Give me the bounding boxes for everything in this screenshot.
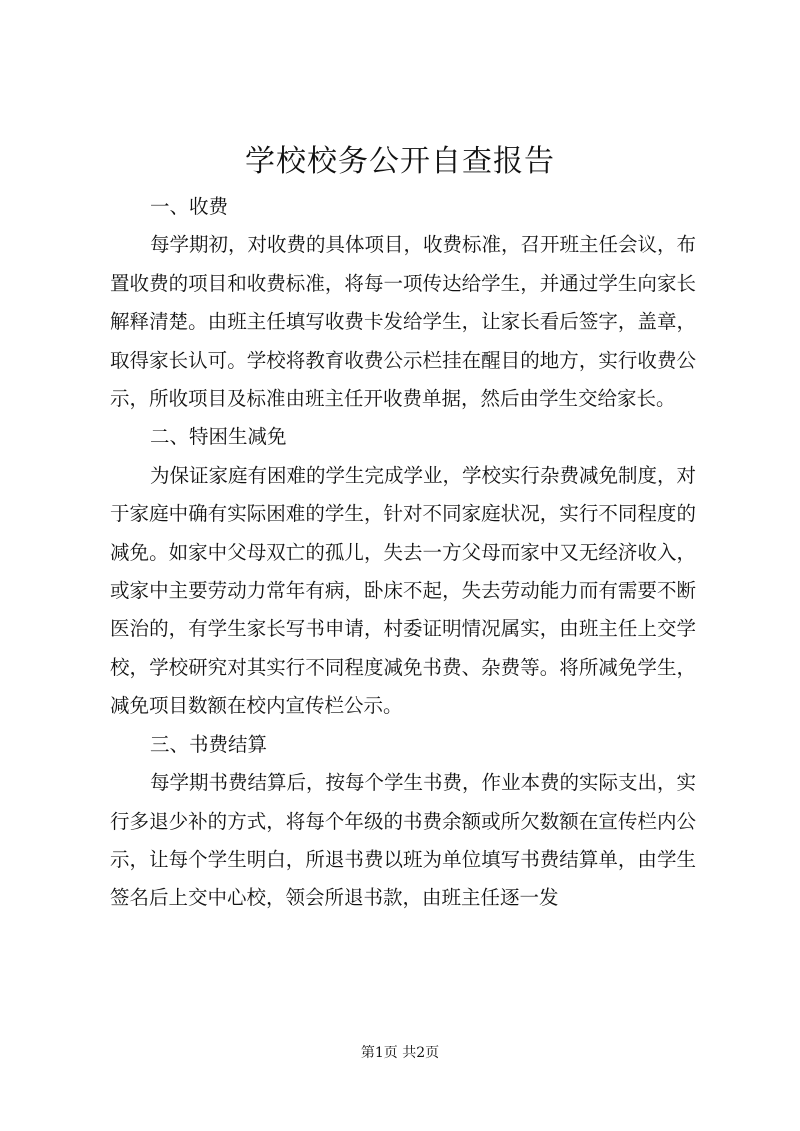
section-heading: 二、特困生减免 <box>150 425 287 449</box>
section-book-fee-settlement <box>110 726 696 918</box>
section-heading: 三、书费结算 <box>150 732 268 756</box>
document-body <box>110 188 696 918</box>
page-number-footer: 第1页 共2页 <box>360 1045 440 1061</box>
section-heading: 一、收费 <box>150 195 229 218</box>
section-hardship-exemption <box>110 418 696 725</box>
section-paragraph: 每学期初，对收费的具体项目，收费标准，召开班主任会议，布置收费的项目和收费标准，将每一项传达给学生，并通过学生向家长解释清楚。由班主任填写收费卡发给学生，让家长看后签字，盖章，取得家长认可。学校将教育收费公示栏挂在醒目的地方，实行收费公示，所收项目及标准由班主任开收费单据，然后由学生交给家长。 <box>110 233 697 411</box>
section-paragraph: 为保证家庭有困难的学生完成学业，学校实行杂费减免制度，对于家庭中确有实际困难的学生，针对不同家庭状况，实行不同程度的减免。如家中父母双亡的孤儿，失去一方父母而家中又无经济收入，或家中主要劳动力常年有病，卧床不起，失去劳动能力而有需要不断医治的，有学生家长写书申请，村委证明情况属实，由班主任上交学校，学校研究对其实行不同程度减免书费、杂费等。将所减免学生，减免项目数额在校内宣传栏公示。 <box>110 463 697 718</box>
document-title: 学校校务公开自查报告 <box>245 144 555 179</box>
section-paragraph: 每学期书费结算后，按每个学生书费，作业本费的实际支出，实行多退少补的方式，将每个年级的书费余额或所欠数额在宣传栏内公示，让每个学生明白，所退书费以班为单位填写书费结算单，由学生签名后上交中心校，领会所退书款，由班主任逐一发 <box>110 771 697 910</box>
section-fees <box>110 188 696 418</box>
